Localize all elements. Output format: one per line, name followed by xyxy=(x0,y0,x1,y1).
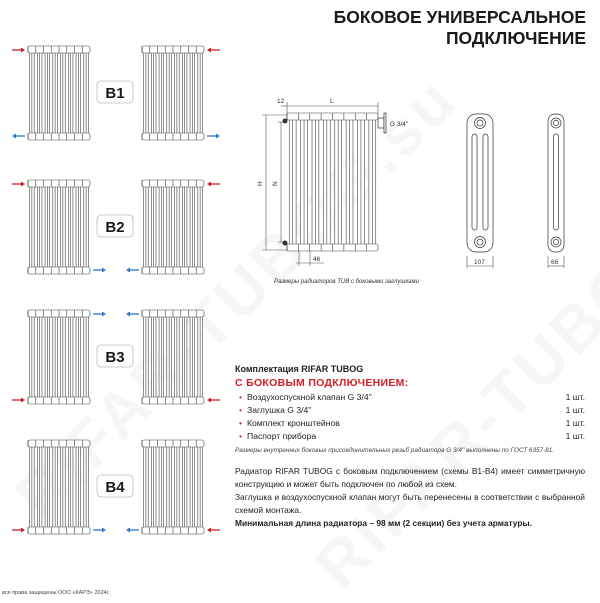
radiator-front xyxy=(287,113,378,251)
radiator-side-view-3col xyxy=(467,114,493,252)
radiator-right xyxy=(142,310,204,404)
scheme-label: B1 xyxy=(105,85,125,102)
radiator-left xyxy=(28,310,90,404)
item-name: Воздухоспускной клапан G 3/4'' xyxy=(247,392,372,402)
scheme-b4 xyxy=(12,440,220,534)
drawing-caption: Размеры радиаторов TUB с боковыми заглушками xyxy=(274,279,419,285)
list-item: • Паспорт прибора 1 шт. xyxy=(239,431,585,441)
scheme-label: B2 xyxy=(105,219,125,236)
item-name: Комплект кронштейнов xyxy=(247,418,340,428)
dim-n-label: N xyxy=(272,181,279,186)
title-line-1: БОКОВОЕ УНИВЕРСАЛЬНОЕ xyxy=(333,7,586,27)
item-name: Заглушка G 3/4'' xyxy=(247,405,312,415)
kit-list xyxy=(235,391,585,443)
list-item: • Заглушка G 3/4'' 1 шт. xyxy=(239,405,585,415)
description-p1: Радиатор RIFAR TUBOG с боковым подключением (схемы B1-B4) имеет симметричную конструкцию и может быть подключен по любой из схем. xyxy=(235,466,585,489)
item-qty: 1 шт. xyxy=(565,431,585,441)
dim-107-label: 107 xyxy=(474,259,485,266)
supply-arrow-icon xyxy=(12,398,25,403)
dim-h-label: H xyxy=(257,181,264,186)
thread-note: Размеры внутренних боковых присоединительных резьб радиатора G 3/4'' выполнены по ГОСТ 6357-81. xyxy=(235,447,555,454)
kit-subheading: С БОКОВЫМ ПОДКЛЮЧЕНИЕМ: xyxy=(235,377,409,389)
supply-arrow-icon xyxy=(207,398,220,403)
dim-66-label: 66 xyxy=(551,259,559,266)
description-p2: Заглушка и воздухоспускной клапан могут быть перенесены в соответствии с выбранной схемой монтажа. xyxy=(235,492,585,515)
dim-12-label: 12 xyxy=(277,98,285,105)
return-arrow-icon xyxy=(93,528,106,533)
scheme-label: B4 xyxy=(105,479,125,496)
dim-46-label: 46 xyxy=(313,256,321,263)
thread-connector xyxy=(378,113,386,133)
plug-icon xyxy=(283,119,288,124)
kit-section xyxy=(235,364,585,454)
item-qty: 1 шт. xyxy=(565,405,585,415)
return-arrow-icon xyxy=(126,528,139,533)
item-qty: 1 шт. xyxy=(565,418,585,428)
item-name: Паспорт прибора xyxy=(247,431,317,441)
copyright: все права защищены ООО «КАРЭ» 2024г. xyxy=(2,590,110,596)
scheme-label: B3 xyxy=(105,349,125,366)
radiator-left xyxy=(28,440,90,534)
radiator-front-view xyxy=(283,113,379,251)
list-item: • Комплект кронштейнов 1 шт. xyxy=(239,418,585,428)
title-line-2: ПОДКЛЮЧЕНИЕ xyxy=(445,28,586,48)
return-arrow-icon xyxy=(93,312,106,317)
scheme-b3 xyxy=(12,310,220,404)
return-arrow-icon xyxy=(126,312,139,317)
radiator-right xyxy=(142,440,204,534)
dim-l-label: L xyxy=(330,98,334,105)
description-p3: Минимальная длина радиатора – 98 мм (2 секции) без учета арматуры. xyxy=(235,518,532,528)
description xyxy=(235,465,585,530)
thread-label: G 3/4'' xyxy=(390,121,409,128)
supply-arrow-icon xyxy=(12,528,25,533)
list-item: • Воздухоспускной клапан G 3/4'' 1 шт. xyxy=(239,392,585,402)
technical-drawing xyxy=(0,0,600,300)
plug-icon xyxy=(283,241,288,246)
radiator-side-view-2col xyxy=(548,114,564,252)
item-qty: 1 шт. xyxy=(565,392,585,402)
kit-heading: Комплектация RIFAR TUBOG xyxy=(235,364,364,374)
supply-arrow-icon xyxy=(207,528,220,533)
